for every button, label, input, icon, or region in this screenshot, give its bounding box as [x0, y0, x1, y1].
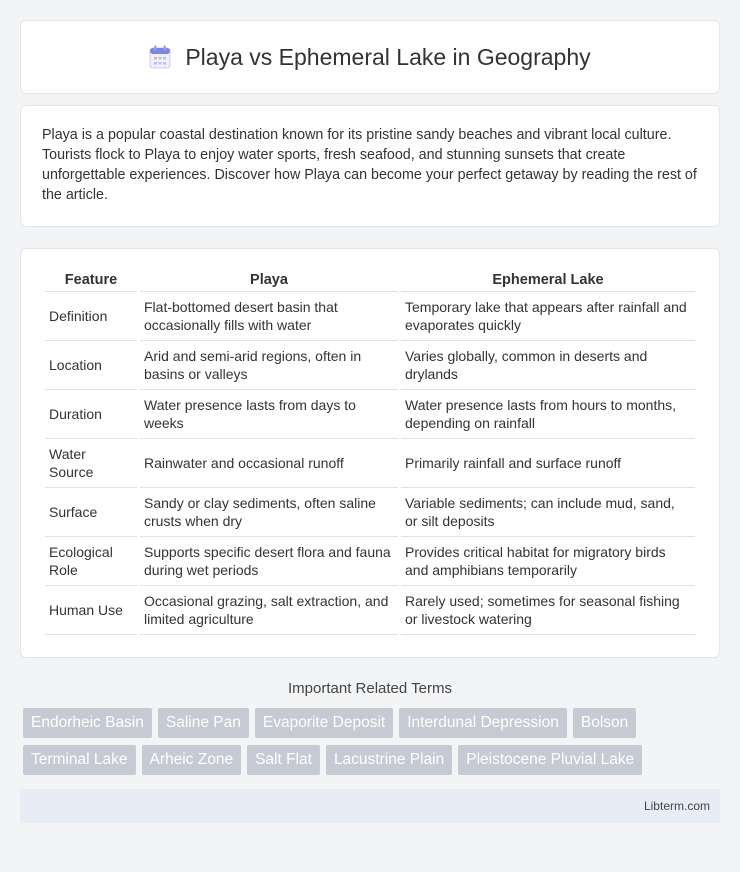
table-row: [45, 586, 695, 635]
title-card: [20, 20, 720, 94]
term-chip[interactable]: Bolson: [573, 708, 636, 738]
row-ephemeral-lake: Rarely used; sometimes for seasonal fishing or livestock watering: [401, 586, 695, 635]
term-chip[interactable]: Evaporite Deposit: [255, 708, 393, 738]
term-chip[interactable]: Pleistocene Pluvial Lake: [458, 745, 642, 775]
row-ephemeral-lake: Varies globally, common in deserts and drylands: [401, 341, 695, 390]
calendar-icon: [149, 45, 171, 69]
row-feature: Human Use: [45, 586, 137, 635]
page-title: Playa vs Ephemeral Lake in Geography: [185, 43, 591, 70]
header-feature: Feature: [45, 269, 137, 292]
footer-site-link[interactable]: Libterm.com: [643, 799, 710, 813]
row-playa: Rainwater and occasional runoff: [140, 439, 398, 488]
term-chip[interactable]: Saline Pan: [158, 708, 249, 738]
row-ephemeral-lake: Variable sediments; can include mud, sand, or silt deposits: [401, 488, 695, 537]
table-row: [45, 488, 695, 537]
header-playa: Playa: [140, 269, 398, 292]
related-terms-title: Important Related Terms: [288, 680, 452, 697]
row-feature: Ecological Role: [45, 537, 137, 586]
comparison-table: [42, 269, 698, 635]
table-row: [45, 439, 695, 488]
intro-card: [20, 105, 720, 227]
row-ephemeral-lake: Water presence lasts from hours to months, depending on rainfall: [401, 390, 695, 439]
term-chip[interactable]: Endorheic Basin: [23, 708, 152, 738]
row-playa: Occasional grazing, salt extraction, and limited agriculture: [140, 586, 398, 635]
term-chip[interactable]: Terminal Lake: [23, 745, 136, 775]
row-playa: Water presence lasts from days to weeks: [140, 390, 398, 439]
table-row: [45, 390, 695, 439]
footer: [20, 789, 720, 823]
row-ephemeral-lake: Temporary lake that appears after rainfall and evaporates quickly: [401, 292, 695, 341]
related-terms-list: [23, 708, 720, 775]
table-row: [45, 341, 695, 390]
table-row: [45, 292, 695, 341]
row-playa: Flat-bottomed desert basin that occasionally fills with water: [140, 292, 398, 341]
row-feature: Duration: [45, 390, 137, 439]
row-feature: Water Source: [45, 439, 137, 488]
row-feature: Location: [45, 341, 137, 390]
intro-text: Playa is a popular coastal destination known for its pristine sandy beaches and vibrant local culture. Tourists flock to Playa to enjoy water sports, fresh seafood, and stunning sunsets that create unforgettable experiences. Discover how Playa can become your perfect getaway by reading the rest of the article.: [42, 127, 697, 203]
row-ephemeral-lake: Provides critical habitat for migratory birds and amphibians temporarily: [401, 537, 695, 586]
table-header-row: [45, 269, 695, 292]
row-playa: Sandy or clay sediments, often saline crusts when dry: [140, 488, 398, 537]
row-feature: Definition: [45, 292, 137, 341]
term-chip[interactable]: Arheic Zone: [142, 745, 242, 775]
row-feature: Surface: [45, 488, 137, 537]
comparison-card: [20, 248, 720, 658]
row-playa: Arid and semi-arid regions, often in basins or valleys: [140, 341, 398, 390]
term-chip[interactable]: Interdunal Depression: [399, 708, 567, 738]
header-ephemeral-lake: Ephemeral Lake: [401, 269, 695, 292]
row-ephemeral-lake: Primarily rainfall and surface runoff: [401, 439, 695, 488]
table-row: [45, 537, 695, 586]
term-chip[interactable]: Lacustrine Plain: [326, 745, 452, 775]
term-chip[interactable]: Salt Flat: [247, 745, 320, 775]
row-playa: Supports specific desert flora and fauna during wet periods: [140, 537, 398, 586]
